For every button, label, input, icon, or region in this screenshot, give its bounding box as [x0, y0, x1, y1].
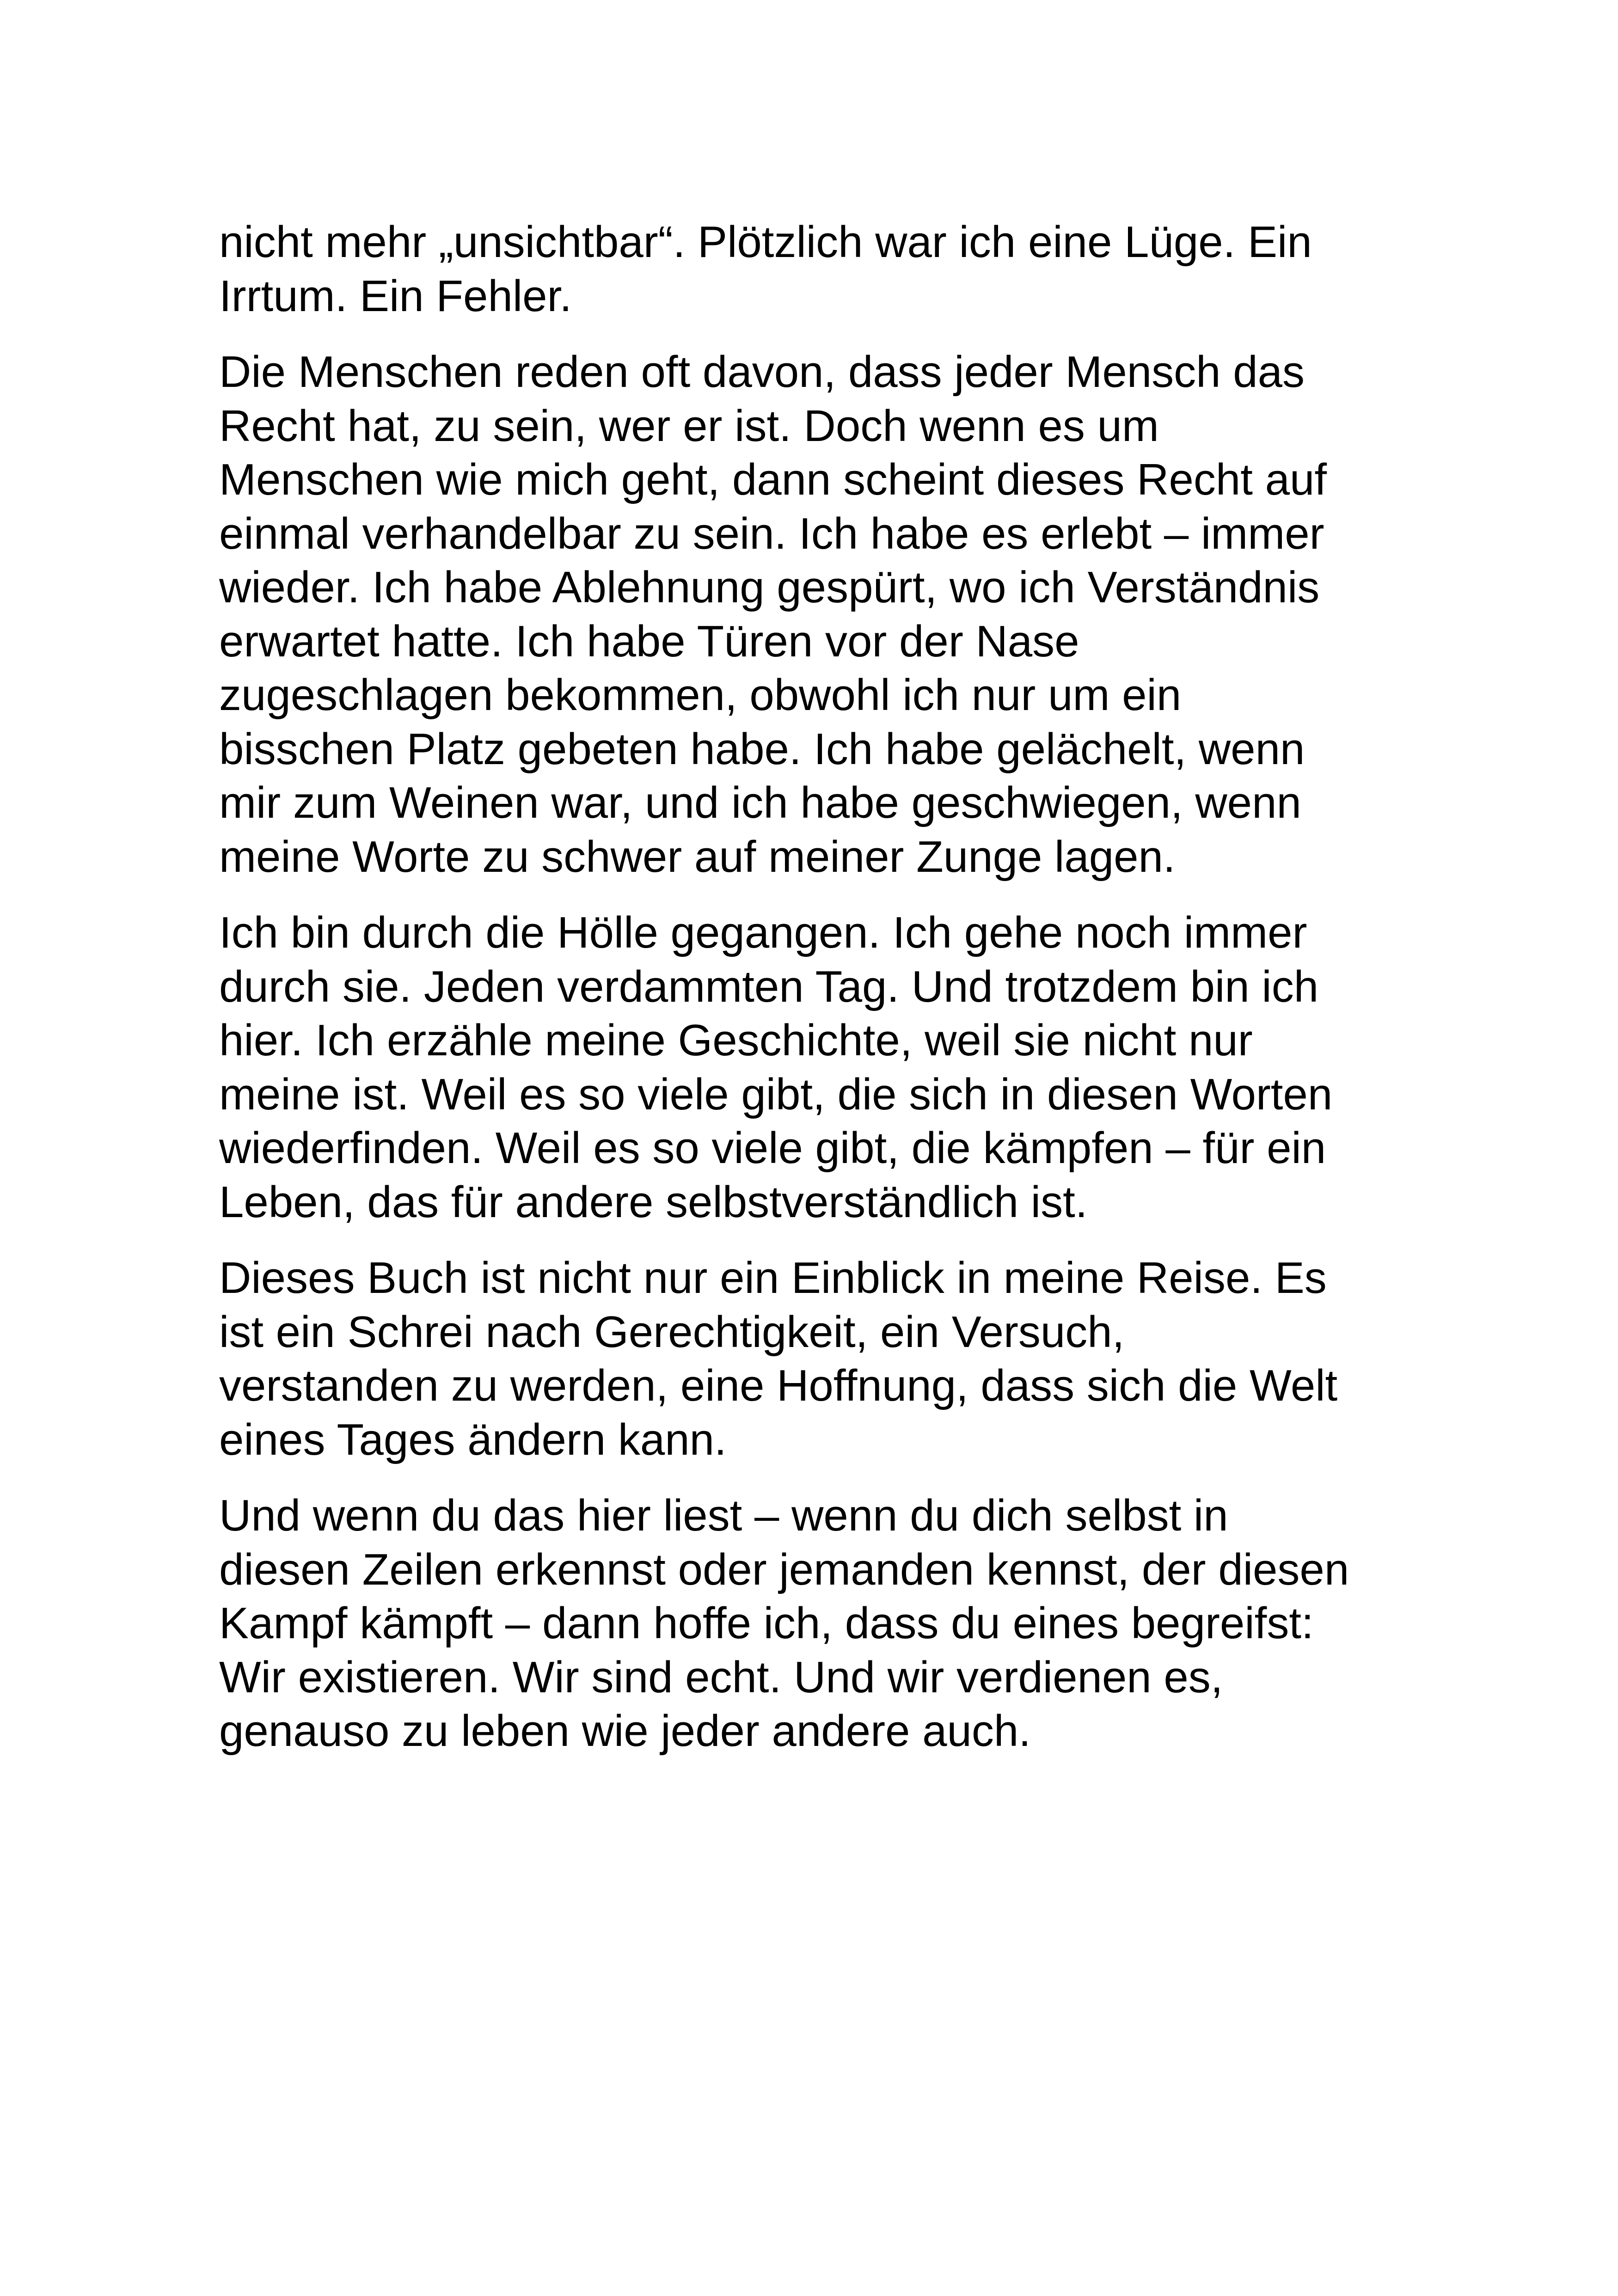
text-line: Leben, das für andere selbstverständlich ist. [219, 1177, 1088, 1227]
text-line: einmal verhandelbar zu sein. Ich habe es erlebt – immer [219, 508, 1324, 558]
text-line: Die Menschen reden oft davon, dass jeder Mensch das [219, 347, 1305, 397]
text-line: wiederfinden. Weil es so viele gibt, die kämpfen – für ein [219, 1123, 1326, 1173]
text-line: zugeschlagen bekommen, obwohl ich nur um ein [219, 670, 1182, 720]
text-line: Dieses Buch ist nicht nur ein Einblick in meine Reise. Es [219, 1253, 1327, 1303]
text-line: mir zum Weinen war, und ich habe geschwiegen, wenn [219, 778, 1301, 827]
text-line: Irrtum. Ein Fehler. [219, 271, 572, 321]
body-text [219, 215, 1467, 1781]
text-line: Und wenn du das hier liest – wenn du dich selbst in [219, 1491, 1228, 1540]
text-line: erwartet hatte. Ich habe Türen vor der Nase [219, 616, 1079, 666]
text-line: ist ein Schrei nach Gerechtigkeit, ein Versuch, [219, 1307, 1125, 1357]
text-line: hier. Ich erzähle meine Geschichte, weil sie nicht nur [219, 1016, 1253, 1065]
paragraph-4 [219, 1251, 1467, 1467]
text-line: diesen Zeilen erkennst oder jemanden kennst, der diesen [219, 1544, 1349, 1594]
paragraph-5 [219, 1489, 1467, 1758]
paragraph-3 [219, 906, 1467, 1229]
text-line: Wir existieren. Wir sind echt. Und wir verdienen es, [219, 1652, 1223, 1702]
text-line: durch sie. Jeden verdammten Tag. Und trotzdem bin ich [219, 961, 1319, 1011]
text-line: wieder. Ich habe Ablehnung gespürt, wo ich Verständnis [219, 563, 1320, 612]
text-line: Ich bin durch die Hölle gegangen. Ich gehe noch immer [219, 908, 1307, 957]
text-line: meine Worte zu schwer auf meiner Zunge lagen. [219, 832, 1176, 882]
paragraph-1 [219, 215, 1467, 323]
text-line: bisschen Platz gebeten habe. Ich habe gelächelt, wenn [219, 724, 1305, 774]
text-line: verstanden zu werden, eine Hoffnung, dass sich die Welt [219, 1361, 1338, 1410]
text-line: eines Tages ändern kann. [219, 1414, 727, 1464]
text-line: genauso zu leben wie jeder andere auch. [219, 1706, 1031, 1756]
text-line: Kampf kämpft – dann hoffe ich, dass du eines begreifst: [219, 1598, 1314, 1648]
text-line: nicht mehr „unsichtbar“. Plötzlich war ich eine Lüge. Ein [219, 217, 1312, 267]
text-line: Menschen wie mich geht, dann scheint dieses Recht auf [219, 455, 1327, 504]
text-line: Recht hat, zu sein, wer er ist. Doch wenn es um [219, 401, 1159, 451]
paragraph-2 [219, 345, 1467, 884]
text-line: meine ist. Weil es so viele gibt, die sich in diesen Worten [219, 1069, 1333, 1119]
